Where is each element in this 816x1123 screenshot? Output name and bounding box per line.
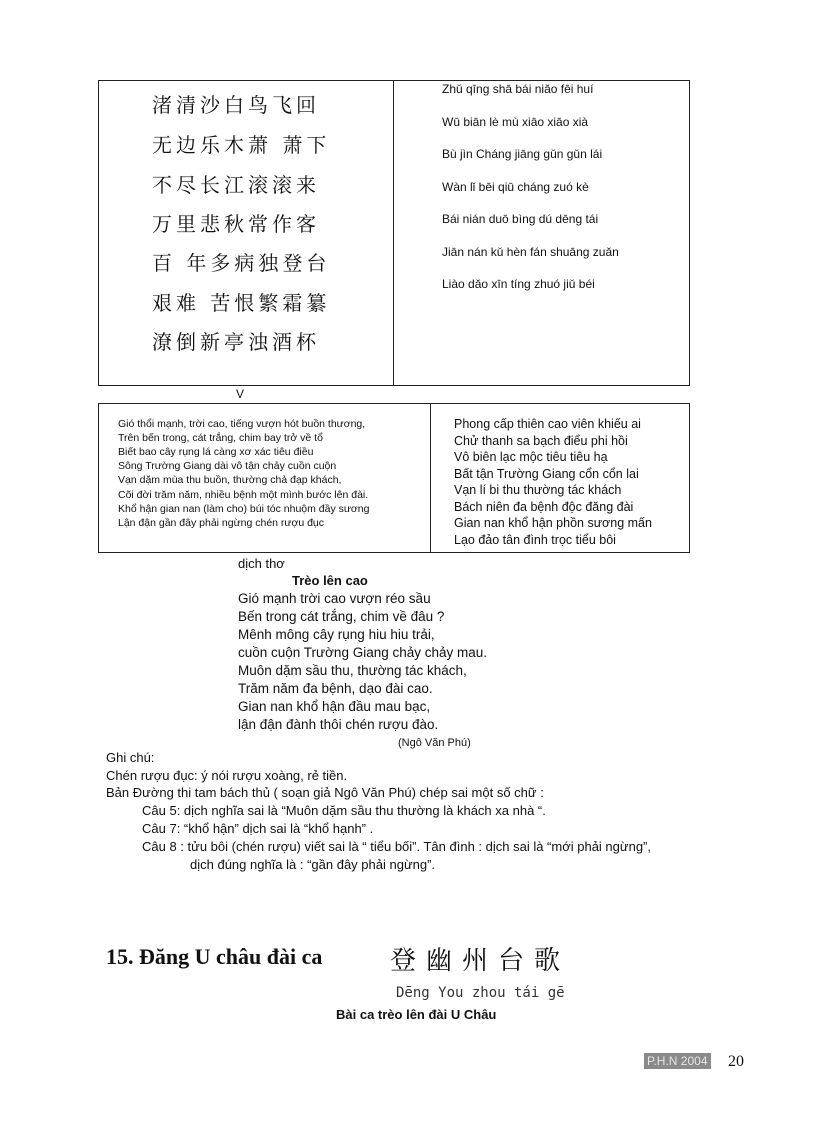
pinyin-line-7: Liào dǎo xīn tíng zhuó jiǔ béi [442,277,595,291]
han-viet-line-3: Vô biên lạc mộc tiêu tiêu hạ [454,450,608,464]
chinese-line-5: 百 年多病独登台 [152,251,331,275]
pinyin-line-3: Bù jìn Cháng jiāng gǔn gǔn lái [442,147,603,161]
han-viet-line-1: Phong cấp thiên cao viên khiếu ai [454,417,641,431]
viet-translation-line-4: Sông Trường Giang dài vô tận chảy cuồn cuộn [118,460,337,472]
pinyin-line-6: Jiān nán kǔ hèn fán shuāng zuǎn [442,245,619,259]
viet-translation-line-1: Gió thổi mạnh, trời cao, tiếng vượn hót buồn thương, [118,418,366,430]
notes-line-2: Bản Đường thi tam bách thủ ( soạn giả Ngô Văn Phú) chép sai một số chữ : [106,785,544,800]
section-15-chinese-title: 登幽州台歌 [390,946,571,976]
notes-line-1: Chén rượu đục: ý nói rượu xoàng, rẻ tiền. [106,768,348,783]
chinese-line-7: 潦倒新亭浊酒杯 [152,330,320,354]
pinyin-line-2: Wū biān lè mù xiāo xiāo xià [442,115,589,129]
verse-line-1: Gió mạnh trời cao vượn réo sầu [238,591,431,606]
chinese-line-1: 渚清沙白鸟飞回 [152,93,320,117]
footer-watermark: P.H.N 2004 [644,1053,711,1069]
notes-cau8: Câu 8 : tửu bôi (chén rượu) viết sai là “ tiểu bối”. Tân đình : dịch sai là “mới phải ngừng”, [142,839,651,854]
table1-divider [393,80,394,386]
han-viet-line-4: Bất tận Trường Giang cổn cổn lai [454,467,639,481]
verse-line-7: Gian nan khổ hận đầu mau bạc, [238,699,431,714]
notes-heading: Ghi chú: [106,750,155,765]
notes-cau7: Câu 7: “khổ hận” dịch sai là “khổ hạnh” . [142,821,374,836]
verse-author: (Ngô Văn Phú) [398,737,471,749]
chinese-line-4: 万里悲秋常作客 [152,212,320,236]
viet-translation-line-2: Trên bến trong, cát trắng, chim bay trở về tổ [118,432,323,444]
verse-label: dịch thơ [238,556,285,571]
verse-line-5: Muôn dặm sầu thu, thường tác khách, [238,663,467,678]
page-number: 20 [728,1053,744,1070]
viet-translation-line-5: Vạn dặm mùa thu buồn, thường chả đạp khách, [118,474,342,486]
verse-title: Trèo lên cao [292,573,368,588]
verse-line-6: Trăm năm đa bệnh, dạo đài cao. [238,681,433,696]
verse-line-8: lận đận đành thôi chén rượu đào. [238,717,439,732]
viet-translation-line-6: Cõi đời trăm năm, nhiều bệnh một mình bước lên đài. [118,489,369,501]
chinese-line-3: 不尽长江滚滚来 [152,173,320,197]
verse-line-3: Mênh mông cây rụng hiu hiu trải, [238,627,435,642]
notes-cau5: Câu 5: dịch nghĩa sai là “Muôn dặm sầu thu thường là khách xa nhà “. [142,803,546,818]
pinyin-line-5: Bái nián duō bìng dú dēng tái [442,212,599,226]
han-viet-line-5: Vạn lí bi thu thường tác khách [454,483,622,497]
verse-line-2: Bến trong cát trắng, chim về đâu ? [238,609,445,624]
pinyin-line-4: Wàn lǐ bēi qiū cháng zuó kè [442,180,589,194]
han-viet-line-8: Lạo đảo tân đình trọc tiểu bôi [454,533,616,547]
section-15-title: 15. Đăng U châu đài ca [106,944,323,969]
marker-v: V [236,387,245,401]
notes-cau8-cont: dịch đúng nghĩa là : “gần đây phải ngừng”. [190,857,436,872]
han-viet-line-6: Bách niên đa bệnh độc đăng đài [454,500,634,514]
chinese-line-6: 艰难 苦恨繁霜纂 [152,291,331,315]
table2-divider [430,403,431,553]
pinyin-line-1: Zhǔ qīng shā bái niǎo fēi huí [442,82,594,96]
verse-line-4: cuồn cuộn Trường Giang chảy chảy mau. [238,645,488,660]
section-15-subtitle: Bài ca trèo lên đài U Châu [336,1007,497,1022]
section-15-pinyin: Dēng You zhou tái gē [396,985,565,1001]
viet-translation-line-8: Lận đận gần đây phải ngừng chén rượu đục [118,517,325,529]
viet-translation-line-7: Khổ hận gian nan (làm cho) búi tóc nhuộm đầy sương [118,503,370,515]
chinese-line-2: 无边乐木萧 萧下 [152,133,331,157]
viet-translation-line-3: Biết bao cây rụng lá càng xơ xác tiêu điều [118,446,314,458]
han-viet-line-2: Chử thanh sa bạch điểu phi hồi [454,434,628,448]
han-viet-line-7: Gian nan khổ hận phồn sương mấn [454,516,652,530]
